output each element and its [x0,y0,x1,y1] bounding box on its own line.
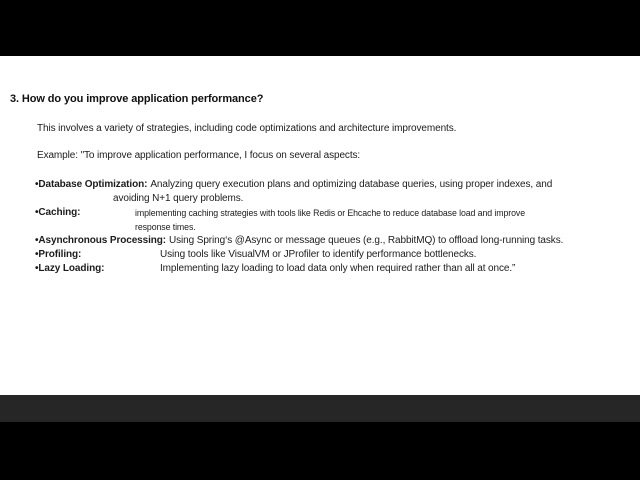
bullet-profiling [35,248,635,262]
bullet-database-optimization [35,178,635,206]
question-heading: 3. How do you improve application performance? [10,93,264,105]
presentation-slide [0,56,640,395]
bullet-term: •Asynchronous Processing: [35,235,167,246]
bullet-description-line: implementing caching strategies with tools like Redis or Ehcache to reduce database load and improve [135,208,525,218]
bullet-caching [35,206,635,234]
bullet-description [135,206,635,234]
bullet-lazy-loading [35,262,635,276]
bullet-description: Analyzing query execution plans and optimizing database queries, using proper indexes, and [150,179,553,190]
footer-strip [0,395,640,422]
bullet-term: •Database Optimization: [35,179,148,190]
bullet-description-wrap: avoiding N+1 query problems. [113,193,244,204]
bullet-description: Implementing lazy loading to load data only when required rather than all at once.” [160,263,516,274]
bullet-asynchronous-processing [35,234,635,248]
example-intro-paragraph: Example: "To improve application performance, I focus on several aspects: [37,150,361,161]
intro-paragraph: This involves a variety of strategies, including code optimizations and architecture improvements. [37,123,457,134]
bullet-list [35,178,635,276]
bullet-term: •Caching: [35,207,81,218]
bullet-term: •Profiling: [35,249,82,260]
bullet-description-line: response times. [135,222,196,232]
bullet-description: Using Spring‘s @Async or message queues (e.g., RabbitMQ) to offload long-running tasks. [169,235,564,246]
bullet-description: Using tools like VisualVM or JProfiler to identify performance bottlenecks. [160,249,477,260]
bullet-term: •Lazy Loading: [35,263,105,274]
